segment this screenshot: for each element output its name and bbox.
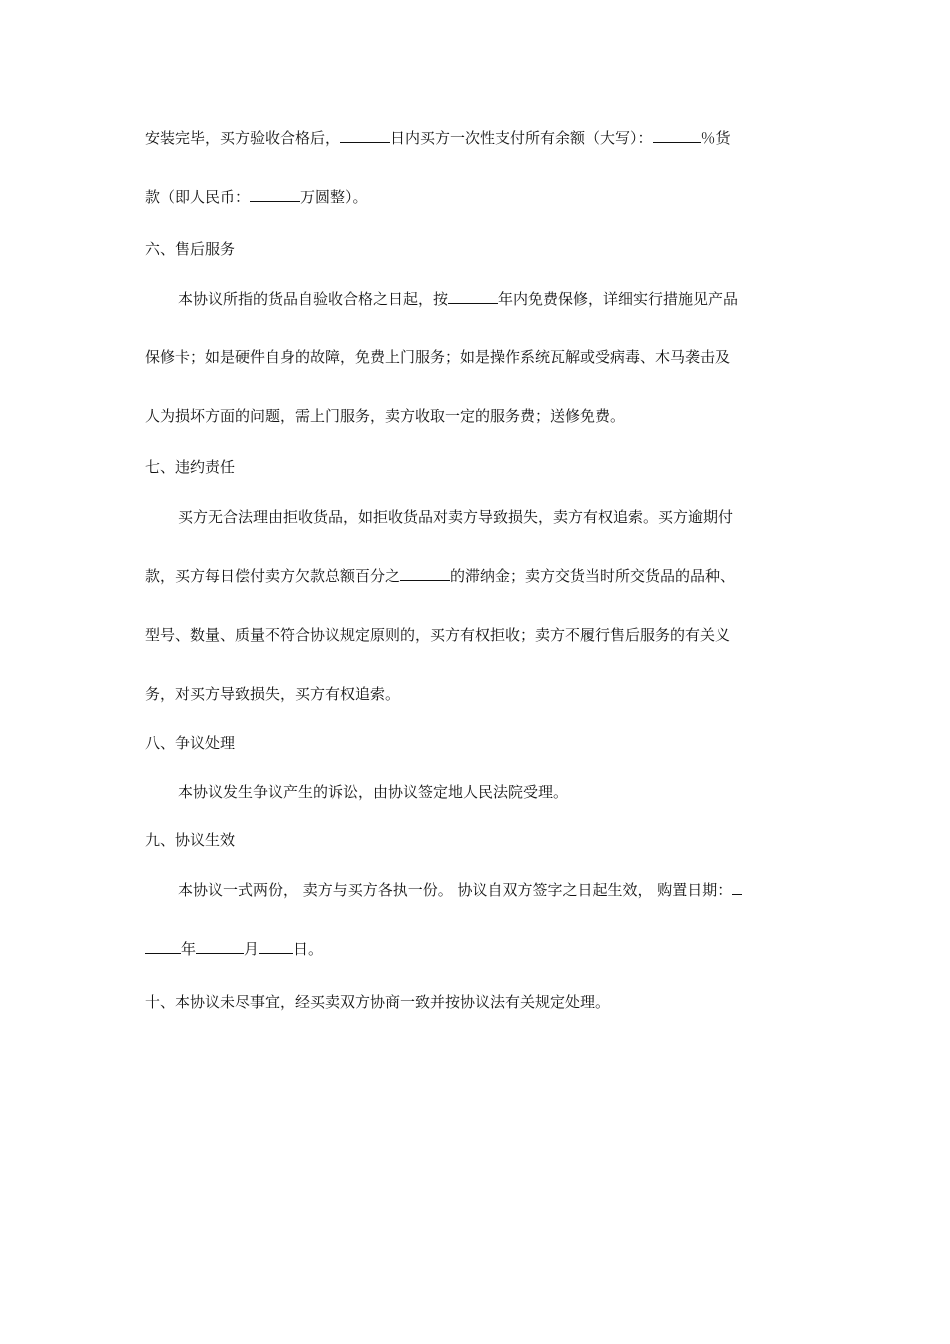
date-blank-start[interactable] bbox=[732, 880, 742, 895]
section-10-line: 十、本协议未尽事宜，经买卖双方协商一致并按协议法有关规定处理。 bbox=[145, 993, 611, 1011]
payment-line-1 bbox=[145, 128, 731, 148]
rmb-text-a: 款（即人民币： bbox=[145, 188, 251, 206]
warranty-line-2: 保修卡；如是硬件自身的故障，免费上门服务；如是操作系统瓦解或受病毒、木马袭击及 bbox=[145, 348, 731, 366]
days-blank[interactable] bbox=[340, 128, 390, 143]
payment-text-c: ％货 bbox=[700, 129, 731, 147]
payment-text-b: 日内买方一次性支付所有余额（大写）： bbox=[390, 129, 653, 147]
breach-line-4: 务，对买方导致损失，买方有权追索。 bbox=[145, 685, 401, 703]
dispute-line-1: 本协议发生争议产生的诉讼，由协议签定地人民法院受理。 bbox=[178, 783, 569, 801]
effect-text: 本协议一式两份， 卖方与买方各执一份。 协议自双方签字之日起生效， 购置日期： bbox=[178, 881, 733, 899]
warranty-text-b: 年内免费保修，详细实行措施见产品 bbox=[498, 290, 739, 308]
rmb-amount-blank[interactable] bbox=[250, 187, 300, 202]
warranty-line-3: 人为损坏方面的问题，需上门服务，卖方收取一定的服务费；送修免费。 bbox=[145, 407, 626, 425]
breach-line-2 bbox=[145, 566, 735, 586]
breach-text-b: 的滞纳金；卖方交货当时所交货品的品种、 bbox=[450, 567, 736, 585]
rmb-text-b: 万圆整）。 bbox=[300, 188, 368, 206]
payment-text-a: 安装完毕，买方验收合格后， bbox=[145, 129, 341, 147]
breach-line-1: 买方无合法理由拒收货品，如拒收货品对卖方导致损失，卖方有权追索。买方逾期付 bbox=[178, 508, 734, 526]
payment-line-2 bbox=[145, 187, 368, 207]
warranty-text-a: 本协议所指的货品自验收合格之日起，按 bbox=[178, 290, 449, 308]
section-8-heading: 八、争议处理 bbox=[145, 734, 236, 752]
percent-blank[interactable] bbox=[653, 128, 701, 143]
late-fee-blank[interactable] bbox=[400, 566, 450, 581]
warranty-years-blank[interactable] bbox=[448, 289, 498, 304]
year-label: 年 bbox=[181, 940, 197, 958]
breach-text-a: 款，买方每日偿付卖方欠款总额百分之 bbox=[145, 567, 401, 585]
year-blank[interactable] bbox=[145, 939, 181, 954]
warranty-line-1 bbox=[178, 289, 738, 309]
day-blank[interactable] bbox=[259, 939, 293, 954]
effect-line-2 bbox=[145, 939, 323, 959]
breach-line-3: 型号、数量、质量不符合协议规定原则的，买方有权拒收；卖方不履行售后服务的有关义 bbox=[145, 626, 731, 644]
month-label: 月 bbox=[244, 940, 260, 958]
day-label: 日。 bbox=[293, 940, 324, 958]
section-7-heading: 七、违约责任 bbox=[145, 458, 236, 476]
section-6-heading: 六、售后服务 bbox=[145, 240, 236, 258]
month-blank[interactable] bbox=[196, 939, 244, 954]
section-9-heading: 九、协议生效 bbox=[145, 831, 236, 849]
effect-line-1 bbox=[178, 880, 742, 900]
